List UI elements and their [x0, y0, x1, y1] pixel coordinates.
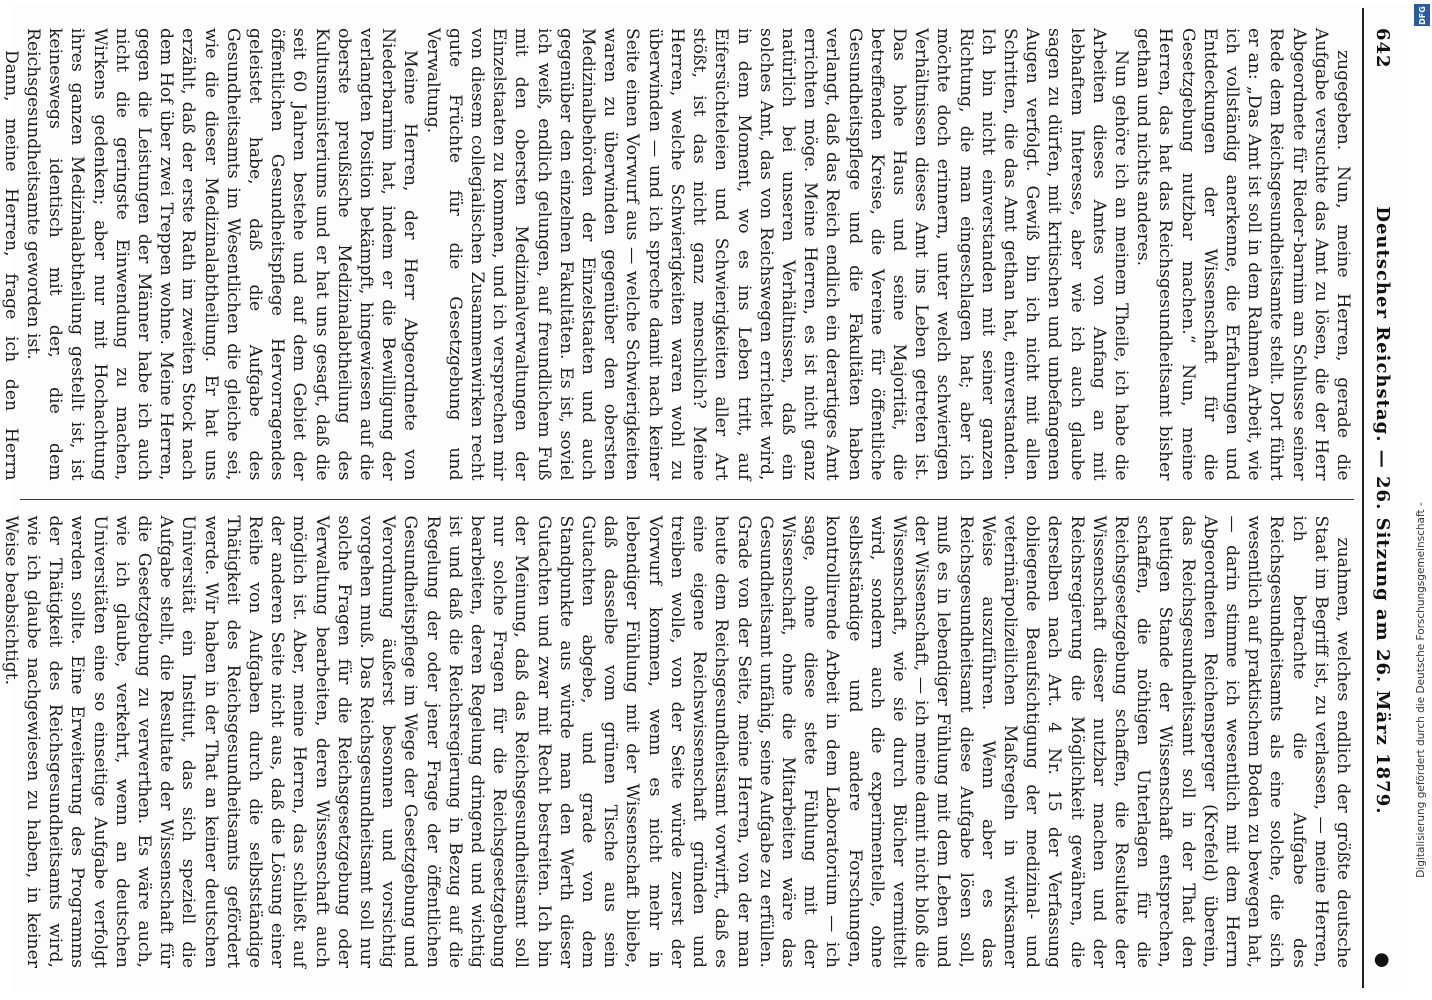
ornament-icon: ● — [1372, 952, 1394, 968]
paragraph: Nun gehöre ich an meinem Theile, ich habe die Arbeiten dieses Amtes von Anfang an mit lebhaftem Interesse, aber wie ich auch glaube sagen zu dürfen, mit kritischen und unbefangenen Augen verfolgt. Gewiß bin ich nicht mit allen Schritten, die das Amt gethan hat, einverstanden. Ich bin nicht einverstanden mit seiner ganzen Richtung, die man eingeschlagen hat; aber ich möchte doch erinnern, unter welch schwierigen Verhältnissen dieses Amt ins Leben getreten ist. Das hohe Haus und seine Majorität, die betreffenden Kreise, die Vereine für öffentliche Gesundheitspflege und die Fakultäten haben verlangt, daß das Reich endlich ein derartiges Amt errichten möge. Meine Herren, es ist nicht ganz natürlich bei unseren Verhältnissen, daß ein solches Amt, das von Reichswegen errichtet wird, in dem Moment, wo es ins Leben tritt, auf Eifersüchteleien und Schwierigkeiten aller Art stößt, ist das nicht ganz menschlich? Meine Herren, welche Schwierigkeiten waren wohl zu überwinden — und ich spreche damit nach keiner Seite einen Vorwurf aus — welche Schwierigkeiten waren zu überwinden gegenüber den obersten Medizinalbehörden der Einzelstaaten und auch gegenüber den einzelnen Fakultäten. Es ist, soviel ich weiß, endlich gelungen, auf freundlichem Fuß mit den obersten Medizinalverwaltungen der Einzelstaaten zu kommen, und ich versprechen mir von diesem collegialischen Zusammenwirken recht gute Früchte für die Gesetzgebung und Verwaltung. — [422, 28, 1131, 481]
page-number: 642 — [1372, 28, 1394, 69]
digitization-notice — [1414, 400, 1428, 980]
column-left — [0, 28, 1354, 481]
page-header — [1362, 8, 1402, 988]
scanned-page — [0, 4, 1408, 992]
dfg-logo-icon — [1414, 4, 1430, 26]
column-right — [0, 499, 1354, 969]
page-title — [1373, 69, 1394, 953]
dfg-logo-text: DFG — [1417, 5, 1427, 25]
session-text: — 26. Sitzung am 26. März 1879. — [1372, 449, 1394, 815]
paragraph: zugegeben. Nun, meine Herren, gerade die Aufgabe versuchte das Amt zu lösen, die der Herr Abgeordnete für Rieder-barnim am Schlusse seiner Rede dem Reichsgesundheitsamte stellt. Dort führt er an: „Das Amt ist soll in dem Rahmen Arbeit, wie ich vollständig anerkenne, die Erfahrungen und Entdeckungen der Wissenschaft für die Gesetzgebung nutzbar machen.“ Nun, meine Herren, das hat das Reichsgesundheitsamt bisher gethan und nichts anderes. — [1133, 28, 1353, 481]
paragraph: Meine Herren, der Herr Abgeordnete von Niederbarnim hat, indem er die Bewilligung der verlangten Position bekämpft, hingewiesen auf die oberste preußische Medizinalabtheilung des Kultusministeriums und er hat uns gesagt, daß die seit 60 Jahren bestehe und auf dem Gebiet der öffentlichen Gesundheitspflege Hervorragendes geleistet habe, daß die Aufgabe des Gesundheitsamts im Wesentlichen die gleiche sei, wie die dieser Medizinalabtheilung. Er hat uns erzählt, daß der erste Rath im zweiten Stock nach dem Hof über zwei Treppen wohne. Meine Herren, gegen die Leistungen der Männer habe ich auch nicht die geringste Einwendung zu machen, Wirkens gedenken; aber nur mit Hochachtung ihres ganzen Medizinalabtheilung gestellt ist, ist keineswegs identisch mit der, die dem Reichsgesundheitsamte geworden ist. — [23, 28, 421, 481]
text-columns — [0, 28, 1354, 969]
paragraph: Dann, meine Herren, frage ich den Herrn — [0, 50, 21, 481]
rotated-content — [0, 8, 1410, 988]
title-text: Deutscher Reichstag. — [1372, 206, 1394, 443]
paragraph: zuahmen, welches endlich der größte deutsche Staat im Begriff ist, zu verlassen, — meine Herren, ich betrachte die Aufgabe des Reichsgesundheitsamts als eine solche, die sich wesentlich auf praktischem Boden zu bewegen hat, — darin stimme ich wesentlich mit dem Herrn Abgeordneten Reichensperger (Krefeld) überein, das Reichsgesundheitsamt soll in der That den heutigen Stande der Wissenschaft entsprechen, schaffen, die nöthigen Unterlagen für die Reichsgesetzgebung schaffen, die Resultate der Wissenschaft dieser nutzbar machen und der Reichsregierung die Möglichkeit gewähren, die derselben nach Art. 4 Nr. 15 der Verfassung obliegende Beaufsichtigung der medizinal- und veterinärpolizeilichen Maßregeln in wirksamer Weise auszuführen. Wenn aber es das Reichsgesundheitsamt diese Aufgabe lösen soll, muß es in lebendiger Fühlung mit dem Leben und der Wissenschaft, — ich meine damit nicht bloß die Wissenschaft, wie sie durch Bücher vermittelt wird, sondern auch die experimentelle, ohne selbstständige und andere Forschungen, kontrollirende Arbeit in dem Laboratorium — ich sage, ohne diese stete Fühlung mit der Wissenschaft, ohne die Mitarbeiten wäre das Gesundheitsamt unfähig, seine Aufgabe zu erfüllen. Grade von der Seite, meine Herren, von der man heute dem Reichsgesundheitsamt vorwirft, daß es eine eigene Reichswissenschaft gründen und treiben wolle, von der Seite würde zuerst der Vorwurf kommen, wenn es nicht mehr in lebendiger Fühlung mit der Wissenschaft bliebe, daß dasselbe vom grünen Tische aus sein Gutachten abgebe, und grade von dem Standpunkte aus würde man den Werth dieser Gutachten und zwar mit Recht bestreiten. Ich bin der Meinung, daß das Reichsgesundheitsamt soll nur solche Fragen für die Reichsgesetzgebung bearbeiten, deren Regelung dringend und wichtig ist und daß die Reichsregierung in Bezug auf die Regelung der oder jener Frage der öffentlichen Gesundheitspflege im Wege der Gesetzgebung und Verordnung äußerst besonnen und vorsichtig vorgehen muß. Das Reichsgesundheitsamt soll nur solche Fragen für die Reichsgesetzgebung oder Verwaltung bearbeiten, deren Wissenschaft auch möglich ist. Aber, meine Herren, das schließt auf der anderen Seite nicht aus, daß die Lösung einer Reihe von Aufgaben durch die selbstständige Thätigkeit des Reichsgesundheitsamts gefördert werde. Wir haben in der That an keiner deutschen Universität ein Institut, das sich speziell die Aufgabe stellt, die Resultate der Wissenschaft für die Gesetzgebung zu verwerthen. Es wäre auch, wie ich glaube, verkehrt, wenn an deutschen Universitäten eine so einseitige Aufgabe verfolgt werden sollte. Eine Erweiterung des Programms der Thätigkeit des Reichsgesundheitsamts wird, wie ich glaube nachgewiesen zu haben, in keiner Weise beabsichtigt. — [0, 515, 1353, 969]
digitization-text: Digitalisierung gefördert durch die Deutsche Forschungsgemeinschaft - — [1415, 502, 1427, 878]
